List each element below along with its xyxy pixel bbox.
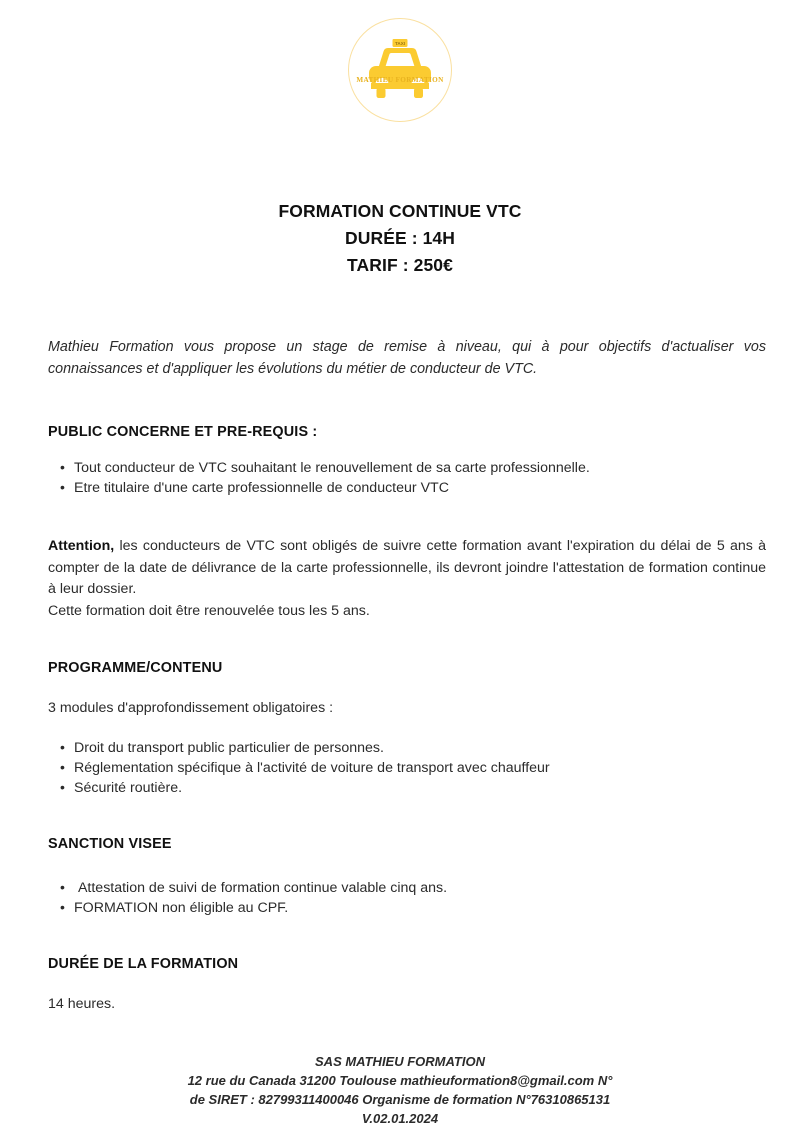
title-line-course: FORMATION CONTINUE VTC bbox=[278, 201, 522, 221]
list-item: • Etre titulaire d'une carte professionnelle de conducteur VTC bbox=[74, 478, 766, 498]
document-body bbox=[48, 336, 766, 1015]
title-line-duration: DURÉE : 14H bbox=[344, 228, 455, 248]
list-item: • FORMATION non éligible au CPF. bbox=[74, 898, 766, 918]
sanction-bullet-list bbox=[48, 878, 766, 918]
list-item: • Attestation de suivi de formation continue valable cinq ans. bbox=[74, 878, 766, 898]
footer-address-email: 12 rue du Canada 31200 Toulouse mathieuformation8@gmail.com N° bbox=[187, 1073, 613, 1088]
list-item: • Réglementation spécifique à l'activité de voiture de transport avec chauffeur bbox=[74, 758, 766, 778]
svg-text:TAXI: TAXI bbox=[394, 41, 406, 47]
intro-paragraph: Mathieu Formation vous propose un stage de remise à niveau, qui à pour objectifs d'actualiser vos connaissances et d'appliquer les évolutions du métier de conducteur de VTC. bbox=[48, 339, 766, 377]
logo-brand-text: MATHIEU FORMATION bbox=[356, 76, 444, 84]
logo-header bbox=[0, 18, 800, 122]
list-item: • Tout conducteur de VTC souhaitant le renouvellement de sa carte professionnelle. bbox=[74, 458, 766, 478]
logo-circle-badge bbox=[348, 18, 452, 122]
duree-value: 14 heures. bbox=[48, 995, 116, 1012]
programme-bullet-list bbox=[48, 738, 766, 798]
attention-text: les conducteurs de VTC sont obligés de suivre cette formation avant l'expiration du délai de 5 ans à compter de la date de délivrance de la carte professionnelle, ils devront joindre l'attestation de formation continue à leur dossier. bbox=[48, 538, 766, 597]
footer-version: V.02.01.2024 bbox=[361, 1111, 439, 1126]
section-heading-sanction: SANCTION VISEE bbox=[48, 835, 172, 852]
list-item: • Sécurité routière. bbox=[74, 778, 766, 798]
title-line-price: TARIF : 250€ bbox=[347, 255, 453, 275]
section-heading-duree: DURÉE DE LA FORMATION bbox=[48, 955, 239, 972]
footer-siret-organisme: de SIRET : 82799311400046 Organisme de formation N°76310865131 bbox=[189, 1092, 611, 1107]
document-footer bbox=[0, 1052, 800, 1128]
programme-lead: 3 modules d'approfondissement obligatoires : bbox=[48, 700, 334, 716]
attention-label: Attention, bbox=[48, 538, 115, 554]
attention-paragraph-2: Cette formation doit être renouvelée tous les 5 ans. bbox=[48, 602, 370, 619]
section-heading-public: PUBLIC CONCERNE ET PRE-REQUIS : bbox=[48, 424, 318, 440]
list-item: • Droit du transport public particulier de personnes. bbox=[74, 738, 766, 758]
footer-company-name: SAS MATHIEU FORMATION bbox=[315, 1054, 485, 1069]
taxi-car-icon bbox=[361, 39, 439, 101]
section-heading-programme: PROGRAMME/CONTENU bbox=[48, 660, 223, 676]
attention-paragraph bbox=[48, 536, 766, 601]
document-title bbox=[0, 198, 800, 279]
public-bullet-list bbox=[48, 458, 766, 498]
